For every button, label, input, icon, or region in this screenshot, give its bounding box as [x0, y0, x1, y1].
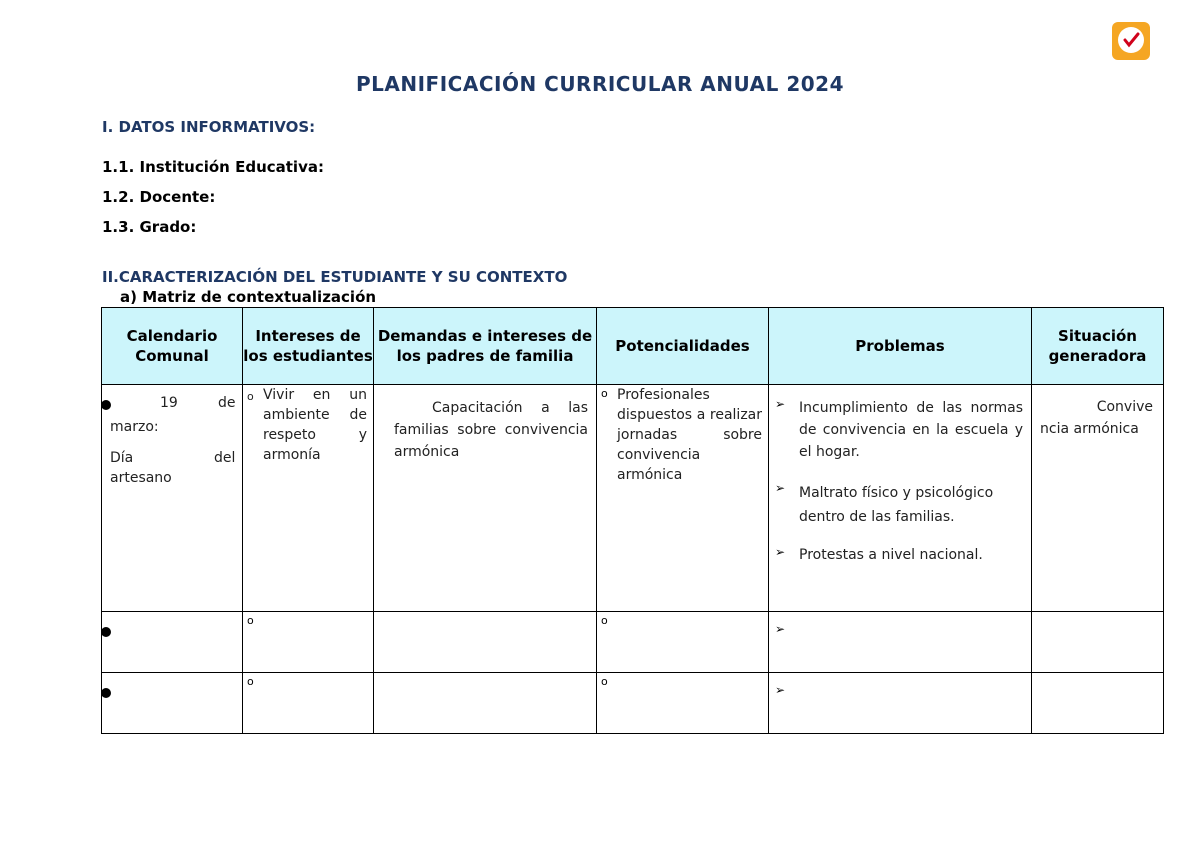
circle-bullet-icon: o: [247, 390, 254, 403]
circle-bullet-icon: o: [601, 675, 608, 688]
calendar-date-number: 19: [160, 395, 178, 411]
problem-item: Incumplimiento de las normas de convivencia en la escuela y el hogar.: [799, 400, 1023, 460]
potential-text: Profesionales dispuestos a realizar jornadas sobre convivencia armónica: [617, 387, 762, 483]
demands-cell: [374, 612, 597, 673]
header-potentials: Potencialidades: [597, 308, 769, 385]
circle-bullet-icon: o: [247, 675, 254, 688]
calendar-day-del: del: [214, 450, 236, 466]
arrow-bullet-icon: ➢: [775, 397, 786, 411]
demand-text: Capacitación a las familias sobre convivencia armónica: [394, 400, 588, 460]
situation-cell: [1032, 673, 1164, 734]
arrow-bullet-icon: ➢: [775, 545, 786, 559]
header-interests: Intereses de los estudiantes: [243, 308, 374, 385]
situation-cell: [1032, 385, 1164, 612]
table-header-row: [102, 308, 1164, 385]
header-calendar: Calendario Comunal: [102, 308, 243, 385]
problems-cell: [769, 612, 1032, 673]
table-row: [102, 612, 1164, 673]
demands-cell: [374, 385, 597, 612]
problems-cell: [769, 385, 1032, 612]
header-problems: Problemas: [769, 308, 1032, 385]
logo: [1112, 22, 1150, 60]
potentials-cell: [597, 385, 769, 612]
arrow-bullet-icon: ➢: [775, 622, 786, 636]
calendar-cell: [102, 612, 243, 673]
field-institution: 1.1. Institución Educativa:: [102, 158, 324, 176]
potentials-cell: [597, 612, 769, 673]
interests-cell: [243, 673, 374, 734]
demands-cell: [374, 673, 597, 734]
arrow-bullet-icon: ➢: [775, 481, 786, 495]
potentials-cell: [597, 673, 769, 734]
section1-heading: I. DATOS INFORMATIVOS:: [102, 118, 316, 136]
calendar-cell: [102, 385, 243, 612]
section2-subheading: a) Matriz de contextualización: [120, 288, 377, 306]
situation-text-line2: ncia armónica: [1040, 421, 1139, 437]
interests-cell: [243, 385, 374, 612]
circle-bullet-icon: o: [601, 614, 608, 627]
bullet-icon: [101, 688, 111, 698]
problems-cell: [769, 673, 1032, 734]
bullet-icon: [101, 627, 111, 637]
header-demands: Demandas e intereses de los padres de familia: [374, 308, 597, 385]
situation-cell: [1032, 612, 1164, 673]
check-badge-icon: [1118, 27, 1144, 53]
calendar-event: artesano: [110, 470, 172, 486]
situation-text-line1: Convive: [1096, 399, 1153, 415]
field-grade: 1.3. Grado:: [102, 218, 197, 236]
page-title: PLANIFICACIÓN CURRICULAR ANUAL 2024: [356, 72, 844, 96]
calendar-date-de: de: [218, 395, 236, 411]
interest-text: Vivir en un ambiente de respeto y armonía: [263, 387, 367, 463]
interests-cell: [243, 612, 374, 673]
calendar-day-word: Día: [110, 450, 134, 466]
calendar-month: marzo:: [110, 419, 159, 435]
circle-bullet-icon: o: [601, 387, 608, 400]
arrow-bullet-icon: ➢: [775, 683, 786, 697]
problem-item: Protestas a nivel nacional.: [799, 547, 983, 563]
contextualization-matrix: [101, 307, 1164, 734]
section2-heading: II.CARACTERIZACIÓN DEL ESTUDIANTE Y SU CONTEXTO: [102, 268, 568, 286]
problem-item: Maltrato físico y psicológico dentro de las familias.: [799, 485, 994, 525]
table-row: [102, 385, 1164, 612]
header-situation: Situación generadora: [1032, 308, 1164, 385]
table-row: [102, 673, 1164, 734]
bullet-icon: [101, 400, 111, 410]
circle-bullet-icon: o: [247, 614, 254, 627]
field-teacher: 1.2. Docente:: [102, 188, 216, 206]
calendar-cell: [102, 673, 243, 734]
